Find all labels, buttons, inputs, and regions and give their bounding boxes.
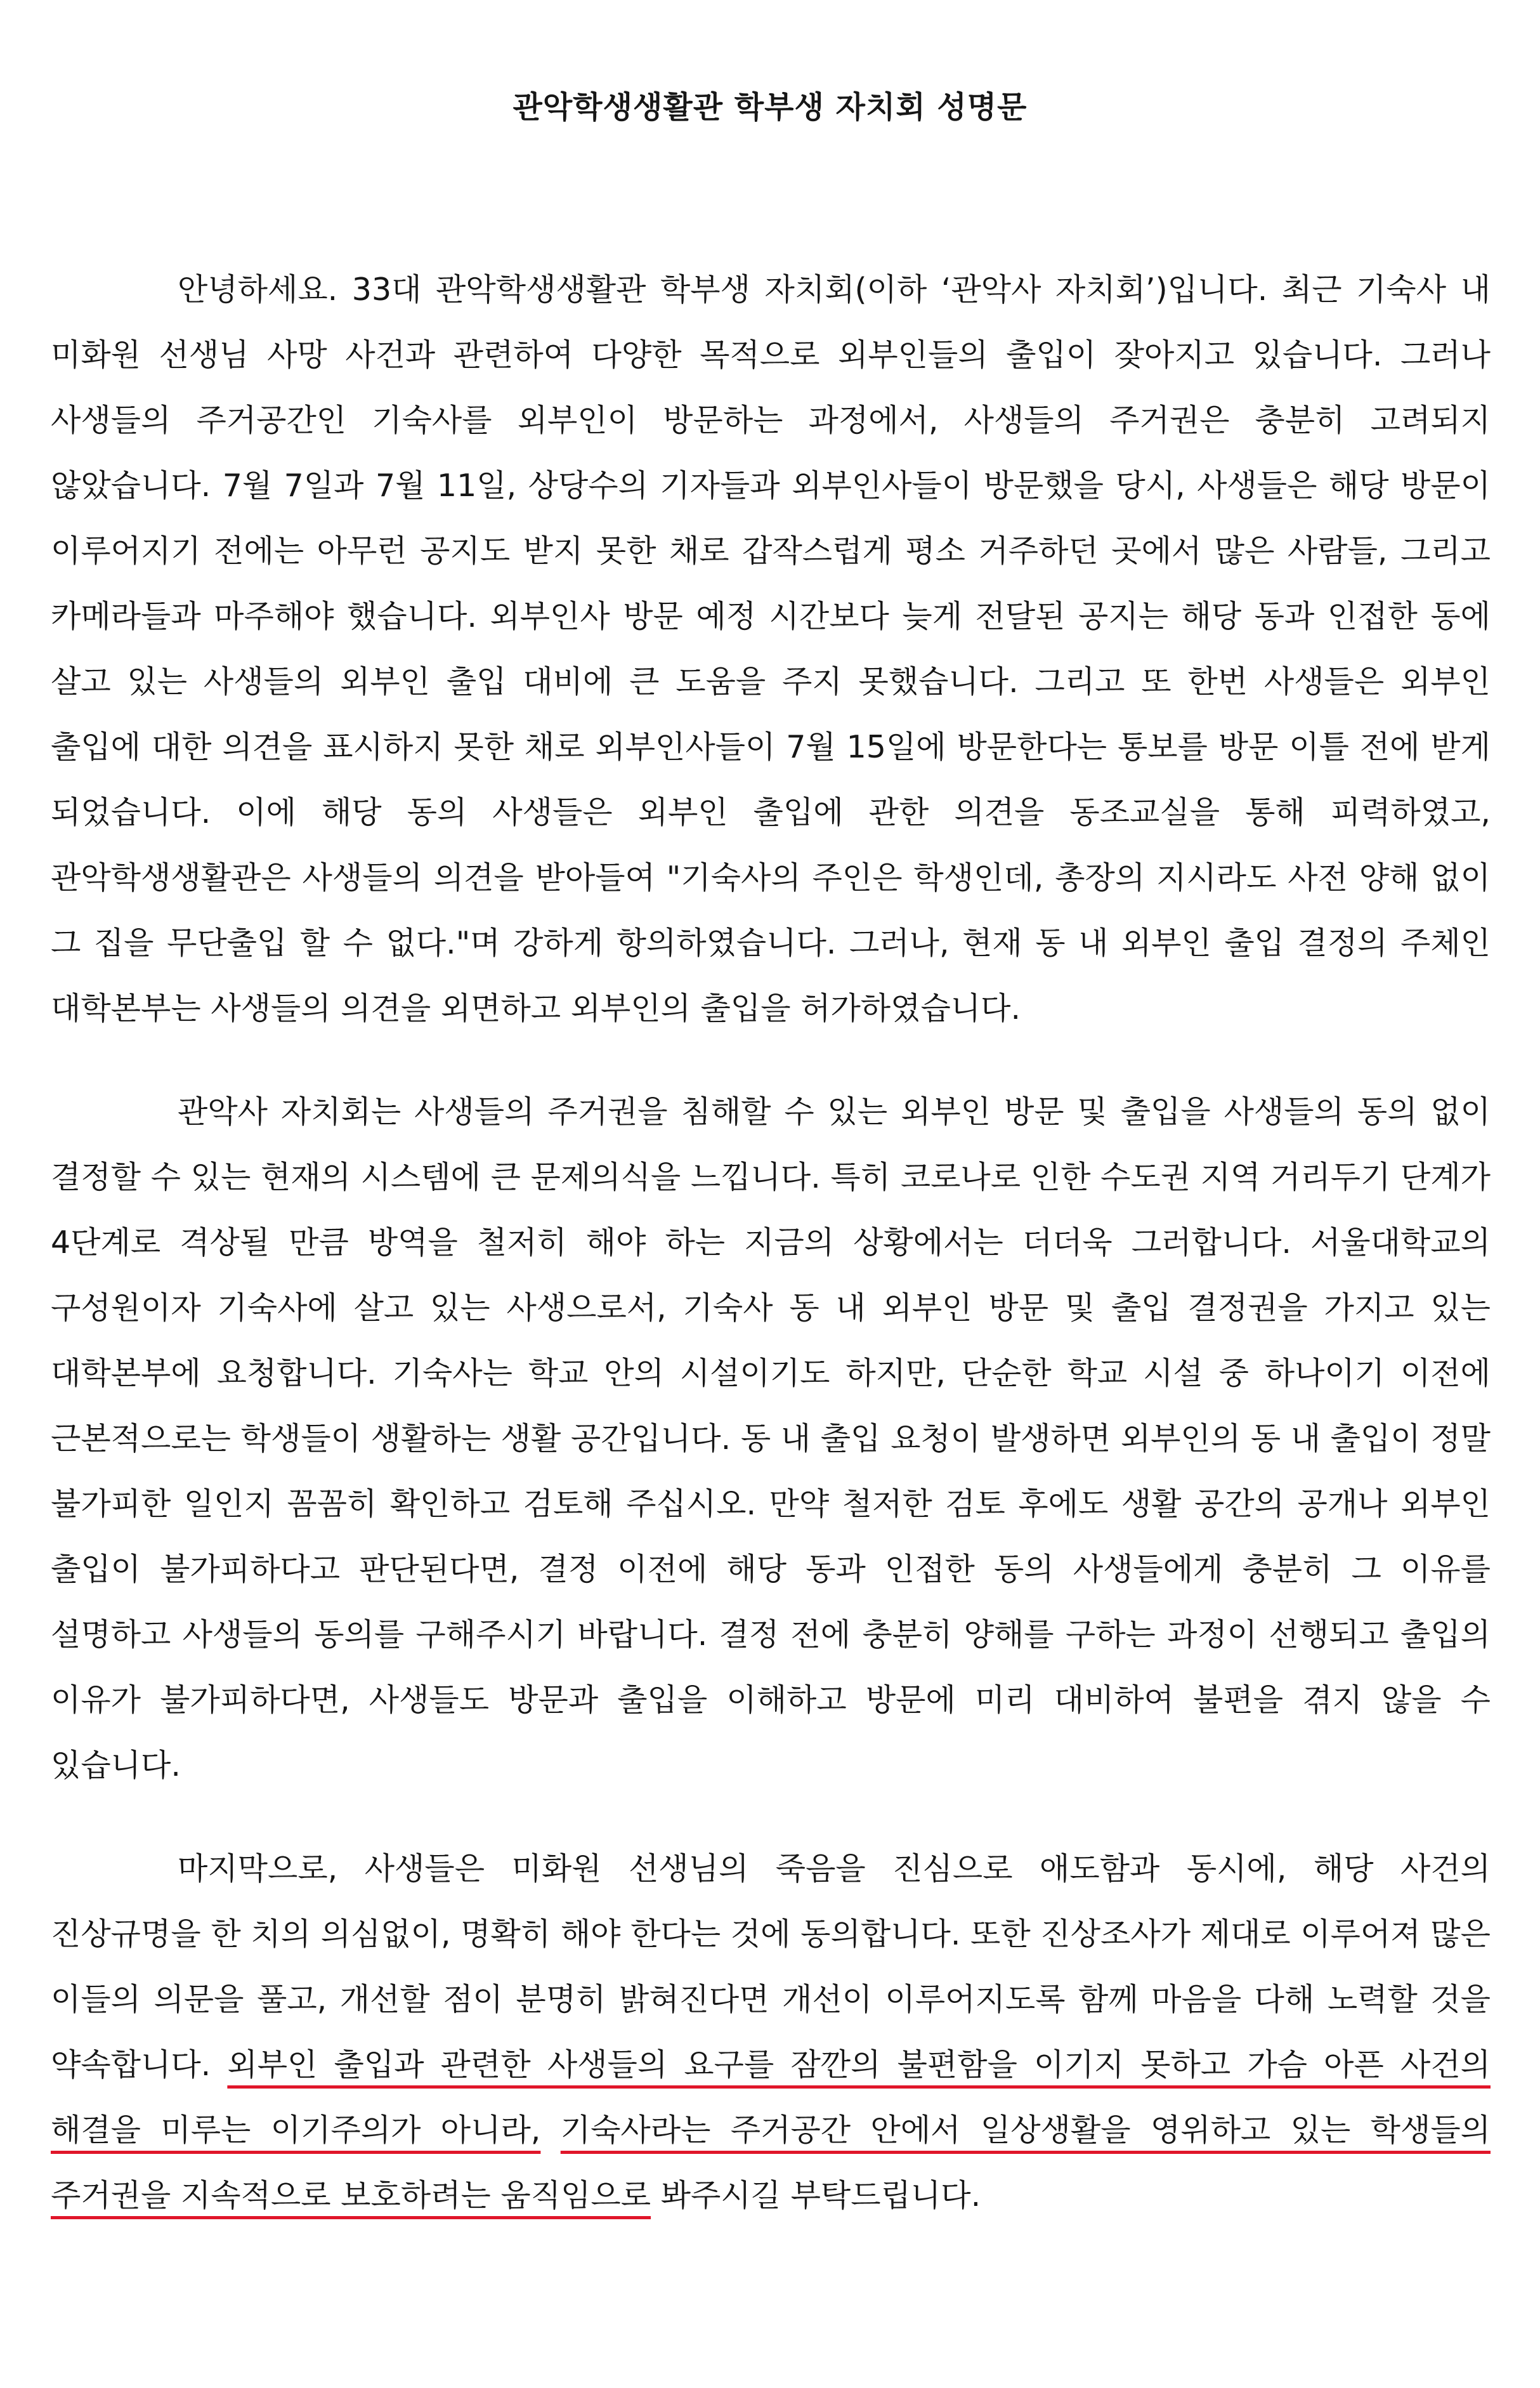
document-body	[51, 257, 1491, 2228]
underlined-passage-1: 외부인 출입과 관련한 사생들의 요구를 잠깐의 불편함을 이기지 못하고 가슴 아픈 사건의 해결을 미루는 이기주의가 아니라,	[51, 2047, 1491, 2148]
page-title: 관악학생생활관 학부생 자치회 성명문	[512, 89, 1028, 125]
paragraph-2: 관악사 자치회는 사생들의 주거권을 침해할 수 있는 외부인 방문 및 출입을 사생들의 동의 없이 결정할 수 있는 현재의 시스템에 큰 문제의식을 느낍니다. 특히 코로나로 인한 수도권 지역 거리두기 단계가 4단계로 격상될 만큼 방역을 철저히 해야 하는 지금의 상황에서는 더더욱 그러합니다. 서울대학교의 구성원이자 기숙사에 살고 있는 사생으로서, 기숙사 동 내 외부인 방문 및 출입 결정권을 가지고 있는 대학본부에 요청합니다. 기숙사는 학교 안의 시설이기도 하지만, 단순한 학교 시설 중 하나이기 이전에 근본적으로는 학생들이 생활하는 생활 공간입니다. 동 내 출입 요청이 발생하면 외부인의 동 내 출입이 정말 불가피한 일인지 꼼꼼히 확인하고 검토해 주십시오. 만약 철저한 검토 후에도 생활 공간의 공개나 외부인 출입이 불가피하다고 판단된다면, 결정 이전에 해당 동과 인접한 동의 사생들에게 충분히 그 이유를 설명하고 사생들의 동의를 구해주시기 바랍니다. 결정 전에 충분히 양해를 구하는 과정이 선행되고 출입의 이유가 불가피하다면, 사생들도 방문과 출입을 이해하고 방문에 미리 대비하여 불편을 겪지 않을 수 있습니다.	[51, 1094, 1491, 1783]
paragraph-3-text: 마지막으로, 사생들은 미화원 선생님의 죽음을 진심으로 애도함과 동시에, 해당 사건의 진상규명을 한 치의 의심없이, 명확히 해야 한다는 것에 동의합니다. 또한 진상조사가 제대로 이루어져 많은 이들의 의문을 풀고, 개선할 점이 분명히 밝혀진다면 개선이 이루어지도록 함께 마음을 다해 노력할 것을 약속합니다.	[51, 1851, 1491, 2083]
underlined-passage-2: 기숙사라는 주거공간 안에서 일상생활을 영위하고 있는 학생들의 주거권을 지속적으로 보호하려는 움직임으로	[51, 2112, 1491, 2214]
paragraph-3	[51, 1836, 1491, 2228]
paragraph-3-spacer	[540, 2112, 560, 2148]
paragraph-3-ending: 봐주시길 부탁드립니다.	[651, 2177, 981, 2214]
paragraph-1: 안녕하세요. 33대 관악학생생활관 학부생 자치회(이하 ‘관악사 자치회’)입니다. 최근 기숙사 내 미화원 선생님 사망 사건과 관련하여 다양한 목적으로 외부인들의 출입이 잦아지고 있습니다. 그러나 사생들의 주거공간인 기숙사를 외부인이 방문하는 과정에서, 사생들의 주거권은 충분히 고려되지 않았습니다. 7월 7일과 7월 11일, 상당수의 기자들과 외부인사들이 방문했을 당시, 사생들은 해당 방문이 이루어지기 전에는 아무런 공지도 받지 못한 채로 갑작스럽게 평소 거주하던 곳에서 많은 사람들, 그리고 카메라들과 마주해야 했습니다. 외부인사 방문 예정 시간보다 늦게 전달된 공지는 해당 동과 인접한 동에 살고 있는 사생들의 외부인 출입 대비에 큰 도움을 주지 못했습니다. 그리고 또 한번 사생들은 외부인 출입에 대한 의견을 표시하지 못한 채로 외부인사들이 7월 15일에 방문한다는 통보를 방문 이틀 전에 받게 되었습니다. 이에 해당 동의 사생들은 외부인 출입에 관한 의견을 동조교실을 통해 피력하였고, 관악학생생활관은 사생들의 의견을 받아들여 "기숙사의 주인은 학생인데, 총장의 지시라도 사전 양해 없이 그 집을 무단출입 할 수 없다."며 강하게 항의하였습니다. 그러나, 현재 동 내 외부인 출입 결정의 주체인 대학본부는 사생들의 의견을 외면하고 외부인의 출입을 허가하였습니다.	[51, 272, 1491, 1027]
